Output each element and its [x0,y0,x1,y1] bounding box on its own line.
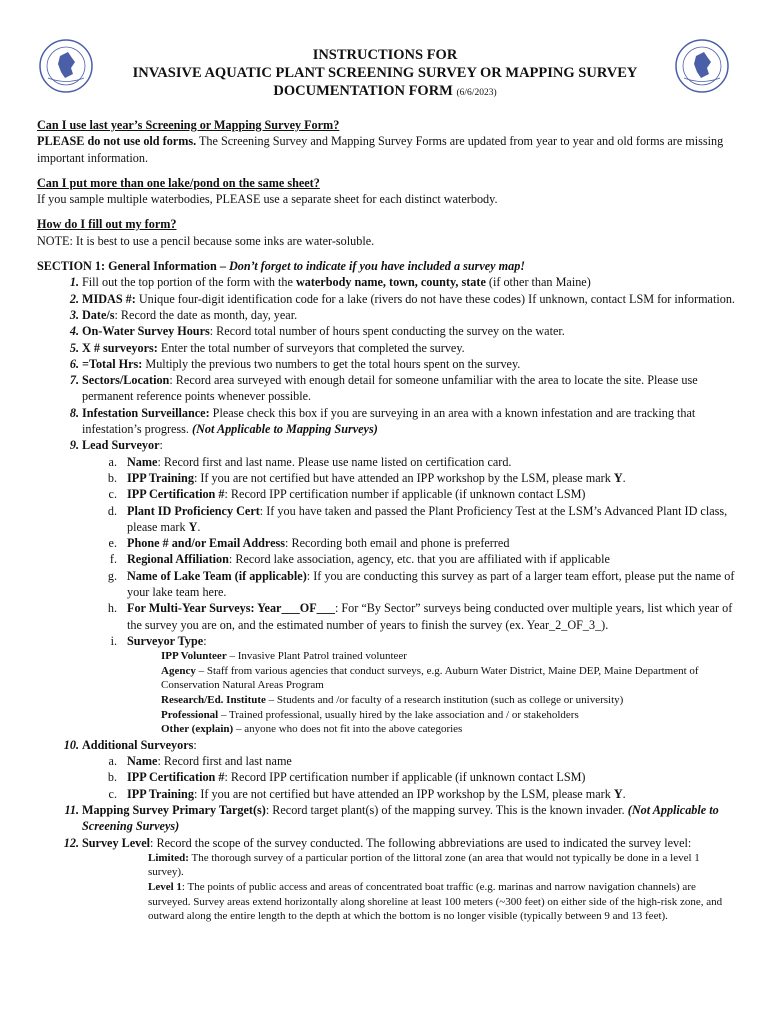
surveyor-type-list [37,649,737,737]
sub-item [37,633,737,649]
text-span: PLEASE do not use old forms. [37,134,197,149]
text-span: . [622,786,626,801]
text-span: IPP Certification # [127,770,225,785]
text-span: Surveyor Type [127,633,204,648]
text-span: : Record total number of hours spent conducting the survey on the water. [209,324,565,339]
list-item [37,372,737,405]
list-marker: a. [108,454,117,469]
faq-question: Can I use last year’s Screening or Mapping Survey Form? [37,118,340,132]
text-span: Y [613,786,623,801]
list-item [37,737,737,753]
sub-item [37,470,737,486]
text-span: Mapping Survey Primary Target(s) [82,802,266,817]
section-heading [37,258,737,274]
list-marker: 7. [69,373,79,388]
text-span: (if other than Maine) [485,275,591,290]
text-span: Agency [161,664,196,677]
list-marker: a. [108,754,117,769]
faq-question: Can I put more than one lake/pond on the same sheet? [37,175,320,190]
text-span: Name [127,454,158,469]
text-span: The Screening Survey and Mapping Survey Forms are updated from year to year and old forms are missing important information. [37,134,724,165]
revision-date: (6/6/2023) [456,88,497,98]
faq-answer: NOTE: It is best to use a pencil because some inks are water-soluble. [37,233,375,248]
text-span: IPP Certification # [127,487,225,502]
text-span: Additional Surveyors [82,737,194,752]
text-span: : Record the date as month, day, year. [114,307,298,322]
text-span: Other (explain) [161,723,234,736]
list-marker: h. [107,601,117,616]
text-span: : [203,633,207,648]
text-span: : The points of public access and areas of concentrated boat traffic (e.g. marinas and narrow navigation channels) are surveyed. Survey areas extend horizontally along shoreline at least 100 meters (~300 feet) on either side of the high-risk zone, and outward along the entire length to the depth at which the bottom is no longer visible (typically between 9 and 13 feet). [148,881,723,923]
text-span: Y [188,519,198,534]
text-span: On-Water Survey Hours [82,324,210,339]
text-span: : Recording both email and phone is preferred [285,536,510,551]
text-span: The thorough survey of a particular portion of the littoral zone (an area that would not typically be done in a level 1 survey). [148,851,700,879]
sub-item [37,486,737,502]
text-span: : Record IPP certification number if applicable (if unknown contact LSM) [224,770,586,785]
text-span: : If you are not certified but have attended an IPP workshop by the LSM, please mark [193,786,614,801]
list-item [37,835,737,851]
text-span: Lead Surveyor [82,438,160,453]
list-item [37,340,737,356]
text-span: For Multi-Year Surveys: Year___OF___ [127,601,335,616]
text-span: : Record first and last name. Please use name listed on certification card. [157,454,512,469]
list-marker: g. [107,568,117,583]
sub-item [37,753,737,769]
text-span: : Record first and last name [157,754,292,769]
sub-item [37,535,737,551]
text-span: SECTION 1: General Information – [37,259,229,274]
list-marker: b. [107,770,117,785]
survey-level-list [37,851,737,924]
text-span: Please check this box if you are surveying in an area with a known infestation and are tracking that infestation’s progress. [82,405,696,437]
text-span: : Record IPP certification number if applicable (if unknown contact LSM) [224,487,586,502]
text-span: (Not Applicable to Mapping Surveys) [192,422,378,437]
sub-item [37,769,737,785]
text-span: : If you are conducting this survey as part of a larger team effort, please put the name of your lake team here. [127,568,735,600]
text-span: MIDAS #: [82,291,136,306]
list-marker: 8. [69,405,79,420]
surveyor-type [161,722,737,737]
list-marker: 11. [64,802,79,817]
faq-question: How do I fill out my form? [37,217,177,232]
text-span: Survey Level [82,835,151,850]
text-span: IPP Training [127,470,194,485]
surveyor-type [161,649,737,664]
text-span: Level 1 [148,881,182,894]
sub-item [37,600,737,633]
text-span: : If you have taken and passed the Plant Proficiency Test at the LSM’s Advanced Plant ID class, please mark [127,503,728,534]
surveyor-type [161,664,737,693]
text-span: : [159,438,163,453]
list-item [37,437,737,453]
faq-answer [37,133,737,166]
text-span: Professional [161,708,219,721]
text-span: Phone # and/or Email Address [127,536,286,551]
text-span: IPP Volunteer [161,650,227,663]
list-item [37,405,737,438]
text-span: Multiply the previous two numbers to get the total hours spent on the survey. [142,356,521,371]
list-marker: b. [107,470,117,485]
list-marker: f. [109,552,117,567]
list-item [37,291,737,307]
list-item [37,307,737,323]
list-marker: 4. [69,324,79,339]
text-span: waterbody name, town, county, state [295,275,486,290]
text-span: Name [127,754,158,769]
list-marker: 2. [69,291,79,306]
sub-item [37,786,737,802]
surveyor-type [161,708,737,723]
faq-answer: If you sample multiple waterbodies, PLEASE use a separate sheet for each distinct waterbody. [37,192,498,207]
surveyor-type [161,693,737,708]
text-span: Infestation Surveillance: [82,405,210,420]
title-line-3 [100,82,670,102]
list-item [37,802,737,835]
text-span: – Students and /or faculty of a research institution (such as college or university) [265,693,624,706]
text-span: – Trained professional, usually hired by the lake association and / or stakeholders [218,708,579,721]
list-marker: d. [107,503,117,518]
lake-stewards-logo-icon [674,38,730,94]
text-span: : Record lake association, agency, etc. that you are affiliated with if applicable [228,552,610,567]
list-marker: c. [108,786,117,801]
text-span: : For “By Sector” surveys being conducted over multiple years, list which year of the survey you are on, and the estimated number of years to finish the survey (ex. Year_2_OF_3_). [127,601,733,632]
text-span: =Total Hrs: [82,356,143,371]
survey-level [148,880,737,924]
survey-level [148,851,737,880]
text-span: : Record area surveyed with enough detail for someone unfamiliar with the area to locate the site. Please use permanent reference points whenever possible. [82,373,698,404]
list-item [37,323,737,339]
list-marker: 6. [69,356,79,371]
text-span: Plant ID Proficiency Cert [127,503,260,518]
text-span: . [197,519,201,534]
text-span: . [622,470,626,485]
list-marker: 3. [69,307,79,322]
text-span: IPP Training [127,786,194,801]
text-span: Enter the total number of surveyors that completed the survey. [157,340,465,355]
sub-item [37,568,737,601]
text-span: – anyone who does not fit into the above categories [233,723,463,736]
text-span: X # surveyors: [82,340,158,355]
text-span: DOCUMENTATION FORM [273,83,453,99]
list-marker: 1. [69,275,79,290]
text-span: Research/Ed. Institute [161,693,266,706]
text-span: Name of Lake Team (if applicable) [127,568,307,583]
text-span: (Not Applicable to Screening Surveys) [82,802,719,834]
document-body [37,117,737,924]
lake-stewards-logo-icon [38,38,94,94]
document-title [100,46,670,102]
list-marker: e. [108,536,117,551]
text-span: – Invasive Plant Patrol trained volunteer [226,650,407,663]
text-span: : If you are not certified but have attended an IPP workshop by the LSM, please mark [193,470,614,485]
text-span: : [193,737,197,752]
text-span: : Record the scope of the survey conducted. The following abbreviations are used to indicated the survey level: [150,835,692,850]
text-span: Date/s [82,307,115,322]
list-marker: 10. [63,737,79,752]
text-span: Sectors/Location [82,373,170,388]
text-span: Regional Affiliation [127,552,229,567]
text-span: – Staff from various agencies that conduct surveys, e.g. Auburn Water District, Maine DEP, Maine Department of Conservation Natural Areas Program [161,664,699,692]
sub-item [37,551,737,567]
text-span: Y [613,470,623,485]
title-line-2: INVASIVE AQUATIC PLANT SCREENING SURVEY OR MAPPING SURVEY [132,65,638,81]
list-marker: 12. [63,835,79,850]
sub-item [37,454,737,470]
list-marker: 5. [69,340,79,355]
text-span: Limited: [148,851,189,864]
list-marker: i. [110,633,117,648]
list-marker: 9. [69,438,79,453]
text-span: Unique four-digit identification code for a lake (rivers do not have these codes) If unknown, contact LSM for information. [135,291,735,306]
title-line-1: INSTRUCTIONS FOR [312,47,458,63]
sub-item [37,503,737,536]
text-span: Fill out the top portion of the form with the [82,275,296,290]
text-span: Don’t forget to indicate if you have included a survey map! [228,259,526,274]
list-marker: c. [108,487,117,502]
list-item [37,356,737,372]
list-item [37,274,737,290]
text-span: : Record target plant(s) of the mapping survey. This is the known invader. [265,802,628,817]
